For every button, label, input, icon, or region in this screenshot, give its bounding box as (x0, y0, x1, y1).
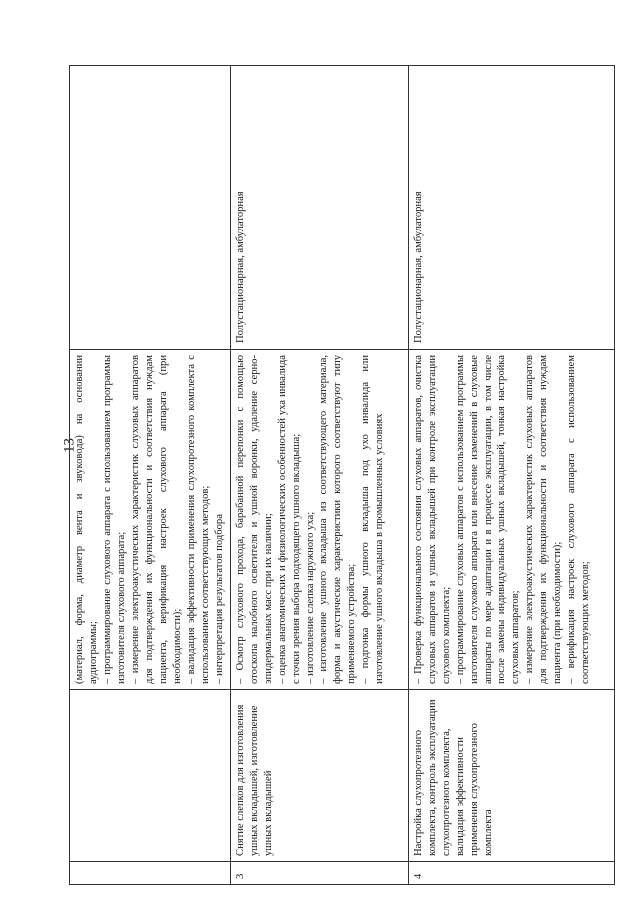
rotated-table-wrapper (69, 65, 592, 885)
service-description (408, 350, 614, 690)
description-line: – верификация настроек слухового аппарата с использованием соответствующих методов; (566, 355, 592, 684)
description-line: – Осмотр слухового прохода, барабанной перепонки с помощью отоскопа налобного осветителя и ушной воронки, удаление серно-эпидермальных масс при их наличии; (234, 355, 274, 684)
description-line: – измерение электроакустических характеристик слуховых аппаратов для подтверждения их функциональности и соответствия нуждам пациента (при необходимости); (524, 355, 564, 684)
table-row (230, 66, 408, 885)
row-number (70, 862, 231, 885)
description-line: – изготовление слепка наружного уха; (304, 511, 316, 684)
description-line: – Проверка функционального состояния слуховых аппаратов, очистка слуховых аппаратов и ушных вкладышей при контроле эксплуатации слухового комплекта; (412, 355, 452, 684)
description-line: – интерпретация результатов подбора (213, 514, 225, 684)
description-line: – валидация эффективности применения слухопротезного комплекта с использованием соответствующих методов; (185, 355, 211, 684)
service-form (70, 66, 231, 350)
table-row (70, 66, 231, 885)
row-number: 4 (408, 862, 614, 885)
description-line: – программирование слуховых аппаратов с использованием программы изготовителя слухового аппарата или внесение изменений в слуховые аппараты по мере адаптации и в процессе эксплуатации, в том числе после замены индивидуальных ушных вкладышей, тонкая настройка слуховых аппаратов; (454, 355, 522, 684)
service-description (230, 350, 408, 690)
description-line: (материал, форма, диаметр вента и звуковода) на основании аудиограммы; (74, 355, 99, 684)
description-line: – подгонка формы ушного вкладыша под ухо инвалида или изготовление ушного вкладыша в промышленных условиях (360, 355, 386, 684)
services-table (69, 65, 615, 885)
description-line: – изготовление ушного вкладыша из соответствующего материала, форма и акустические характеристики которого соответствуют типу применяемого устройства; (318, 355, 358, 684)
page-number: 13 (61, 438, 78, 453)
service-name: Настройка слухопротезного комплекта, контроль эксплуатации слухопротезного комплекта, валидация эффективности применения слухопротезного комплекта (408, 690, 614, 862)
description-line: – программирование слухового аппарата с использованием программы изготовителя слухового аппарата; (101, 355, 127, 684)
service-description (70, 350, 231, 690)
table-row (408, 66, 614, 885)
description-line: – оценка анатомических и физиологических особенностей уха инвалида с точки зрения выбора подходящего ушного вкладыша; (276, 355, 302, 684)
service-name: Снятие слепков для изготовления ушных вкладышей, изготовление ушных вкладышей (230, 690, 408, 862)
description-line: – измерение электроакустических характеристик слуховых аппаратов для подтверждения их функциональности и соответствия нуждам пациента, верификация настроек слухового аппарата (при необходимости); (129, 355, 183, 684)
service-form: Полустационарная, амбулаторная (230, 66, 408, 350)
row-number: 3 (230, 862, 408, 885)
service-name (70, 690, 231, 862)
service-form: Полустационарная, амбулаторная (408, 66, 614, 350)
